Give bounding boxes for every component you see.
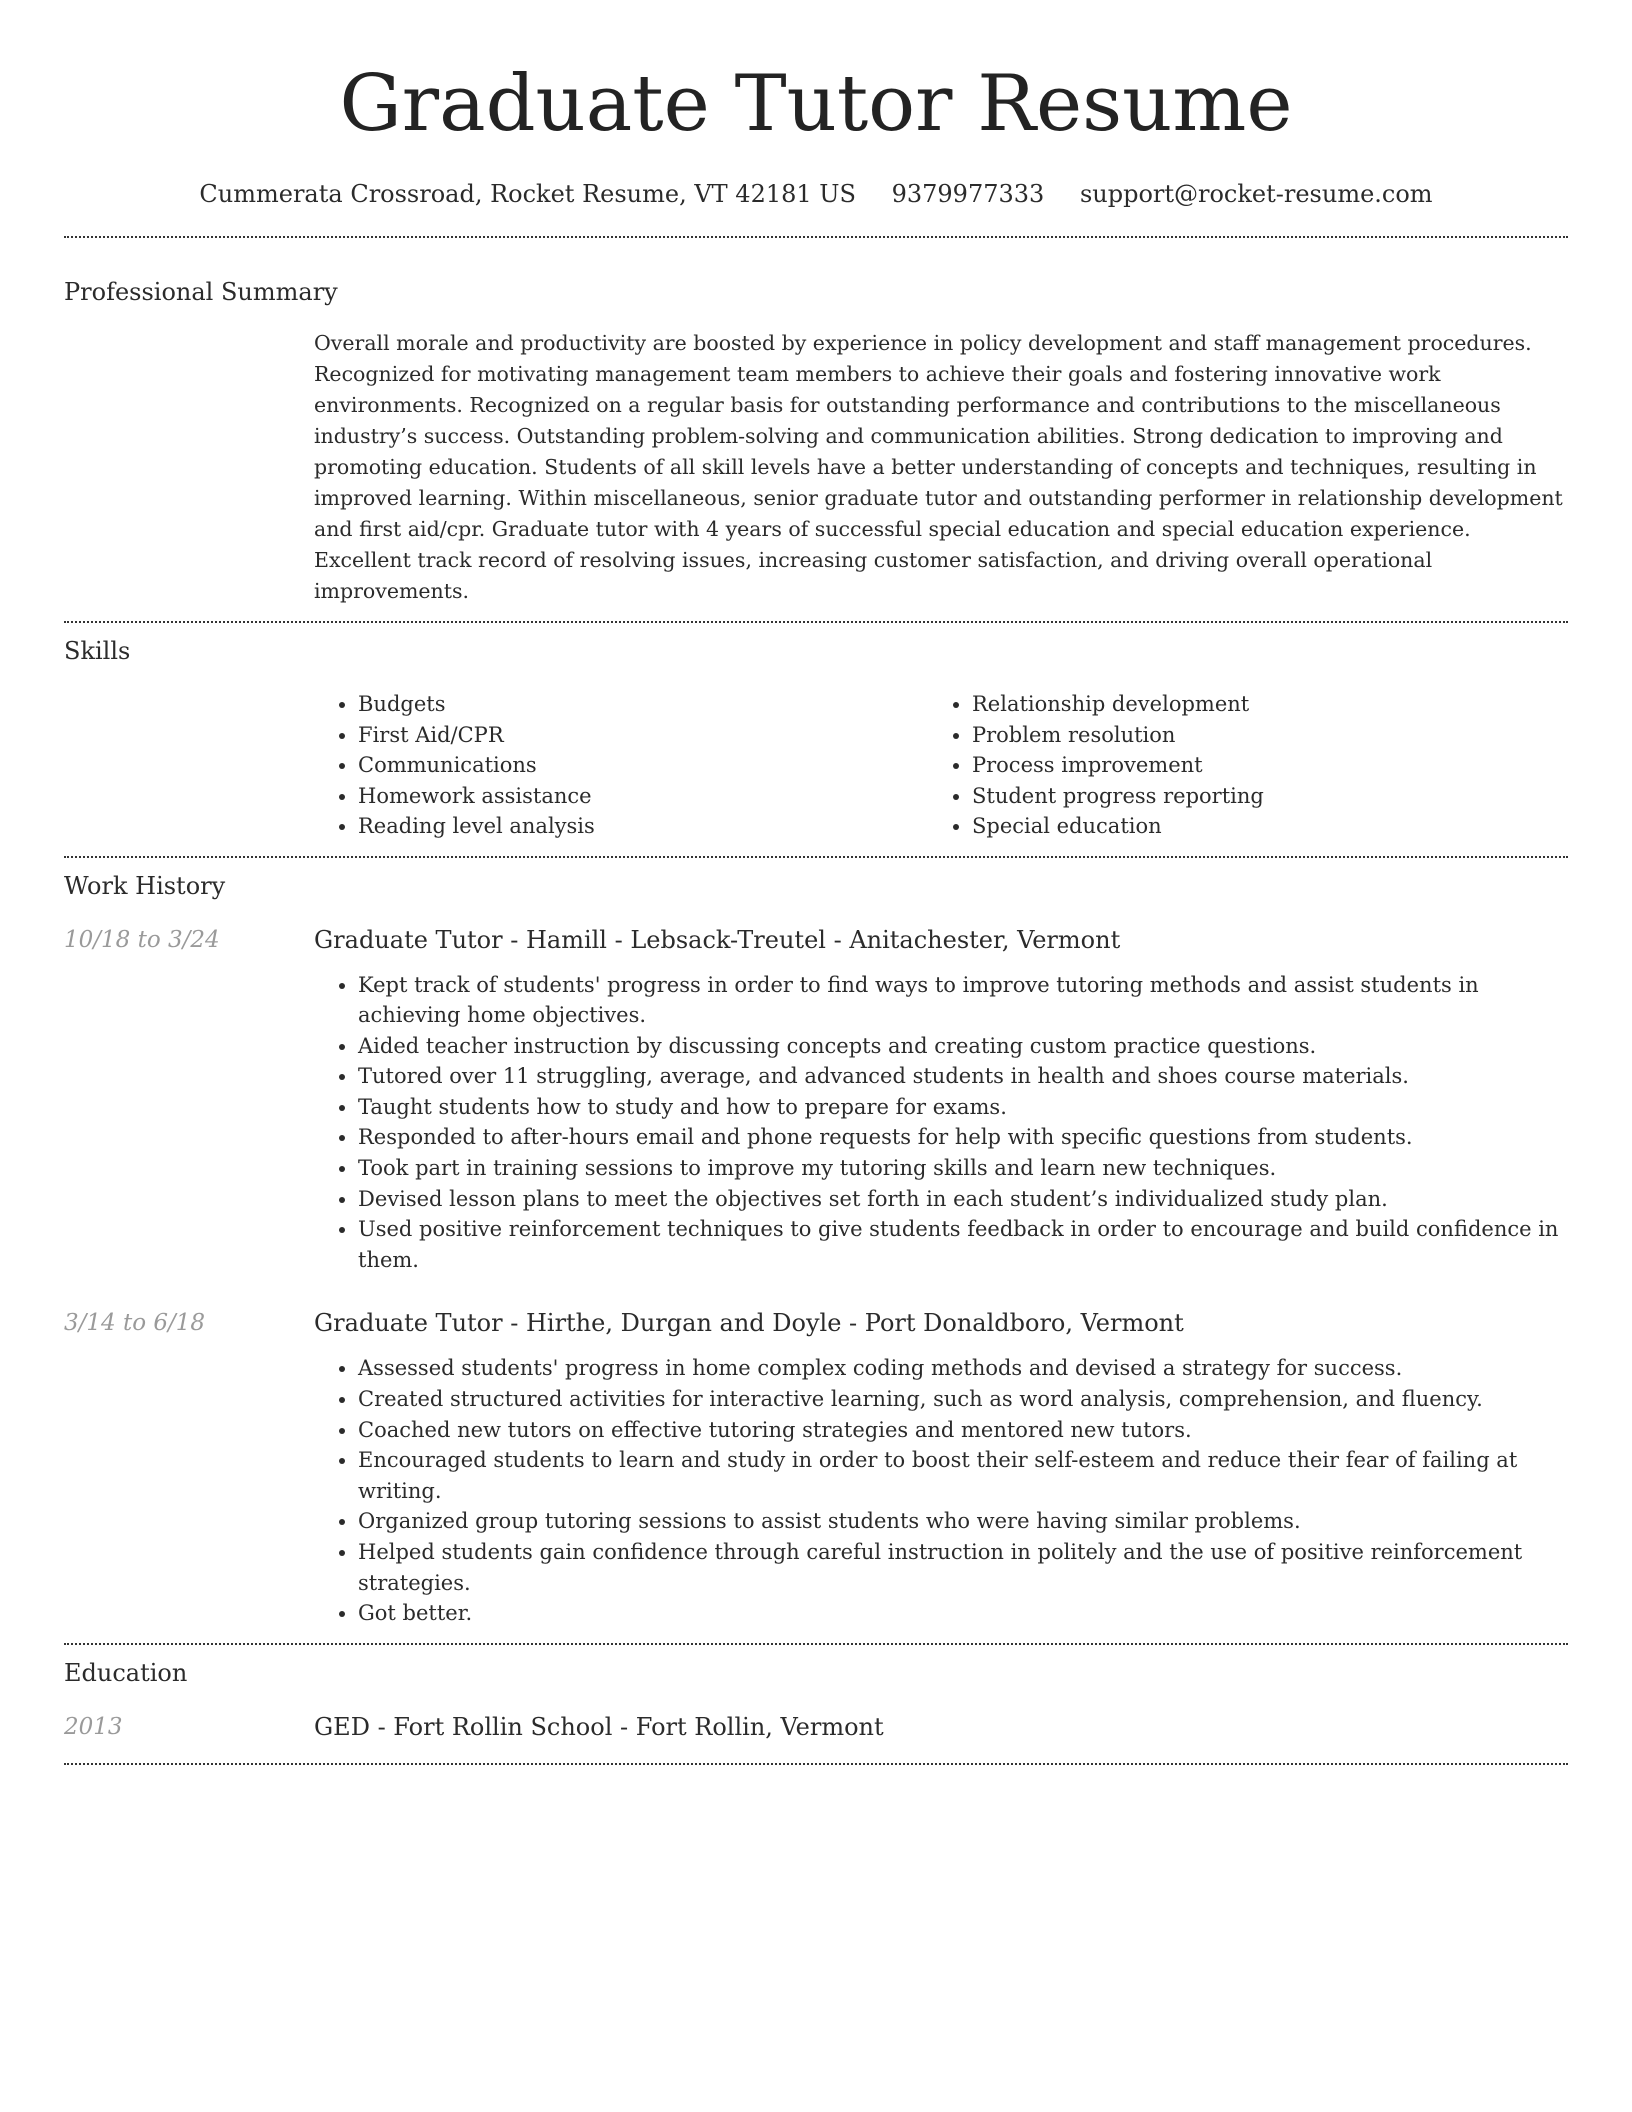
skill-item: • Process improvement [972,750,1542,781]
job-bullet: • Took part in training sessions to improve my tutoring skills and learn new techniques. [358,1153,1568,1184]
job-bullet: • Used positive reinforcement techniques to give students feedback in order to encourage and build confidence in them. [358,1214,1568,1275]
skill-item: • Special education [972,811,1542,842]
work-section [64,870,1568,1629]
divider [64,236,1568,238]
education-heading: Education [64,1658,188,1687]
skills-list-left [314,689,928,842]
job-bullet: • Organized group tutoring sessions to assist students who were having similar problems. [358,1506,1568,1537]
job-bullet: • Encouraged students to learn and study in order to boost their self-esteem and reduce their fear of failing at writing. [358,1445,1568,1506]
divider [64,1763,1568,1765]
contact-line [64,176,1568,212]
job-bullets [314,1353,1568,1628]
summary-section [64,276,1568,607]
skill-item: • Communications [358,750,928,781]
job-date: 3/14 to 6/18 [64,1310,206,1337]
divider [64,1643,1568,1645]
job-title: Graduate Tutor - Hamill - Lebsack-Treutel - Anitachester, Vermont [314,925,1121,954]
job-bullet: • Got better. [358,1598,1568,1629]
job-bullet: • Aided teacher instruction by discussing concepts and creating custom practice questions. [358,1031,1568,1062]
skills-list-right [928,689,1542,842]
job-bullet: • Created structured activities for interactive learning, such as word analysis, comprehension, and fluency. [358,1384,1568,1415]
skill-item: • Homework assistance [358,781,928,812]
skill-item: • Student progress reporting [972,781,1542,812]
skill-item: • First Aid/CPR [358,720,928,751]
summary-heading: Professional Summary [64,278,338,306]
contact-phone: 9379977333 [891,180,1045,208]
job-bullet: • Taught students how to study and how to prepare for exams. [358,1092,1568,1123]
job-title: Graduate Tutor - Hirthe, Durgan and Doyle - Port Donaldboro, Vermont [314,1309,1184,1338]
job-bullet: • Coached new tutors on effective tutoring strategies and mentored new tutors. [358,1415,1568,1446]
job-entry [64,924,1568,1276]
job-date: 10/18 to 3/24 [64,926,220,953]
skill-item: • Reading level analysis [358,811,928,842]
education-date: 2013 [64,1713,123,1740]
resume-title: Graduate Tutor Resume [339,59,1293,149]
divider [64,621,1568,623]
job-bullet: • Helped students gain confidence through careful instruction in politely and the use of positive reinforcement strategies. [358,1537,1568,1598]
job-bullet: • Responded to after-hours email and phone requests for help with specific questions from students. [358,1122,1568,1153]
education-title: GED - Fort Rollin School - Fort Rollin, Vermont [314,1712,884,1741]
skill-item: • Budgets [358,689,928,720]
job-bullet: • Devised lesson plans to meet the objectives set forth in each student’s individualized study plan. [358,1184,1568,1215]
job-bullet: • Assessed students' progress in home complex coding methods and devised a strategy for success. [358,1353,1568,1384]
job-entry [64,1307,1568,1628]
summary-text: Overall morale and productivity are boosted by experience in policy development and staff management procedures. Recognized for motivating management team members to achieve their goals and fostering innovative work environments. Recognized on a regular basis for outstanding performance and contributions to the miscellaneous industry’s success. Outstanding problem-solving and communication abilities. Strong dedication to improving and promoting education. Students of all skill levels have a better understanding of concepts and techniques, resulting in improved learning. Within miscellaneous, senior graduate tutor and outstanding performer in relationship development and first aid/cpr. Graduate tutor with 4 years of successful special education and special education experience. Excellent track record of resolving issues, increasing customer satisfaction, and driving overall operational improvements. [314,331,1563,603]
job-bullet: • Kept track of students' progress in order to find ways to improve tutoring methods and assist students in achieving home objectives. [358,970,1568,1031]
education-section [64,1657,1568,1743]
education-entry [64,1711,1568,1743]
job-bullets [314,970,1568,1276]
skills-heading: Skills [64,637,131,665]
skill-item: • Relationship development [972,689,1542,720]
skill-item: • Problem resolution [972,720,1542,751]
contact-address: Cummerata Crossroad, Rocket Resume, VT 42181 US [199,180,856,208]
contact-email: support@rocket-resume.com [1079,180,1433,208]
divider [64,856,1568,858]
job-bullet: • Tutored over 11 struggling, average, and advanced students in health and shoes course materials. [358,1061,1568,1092]
work-heading: Work History [64,871,226,900]
skills-section [64,635,1568,842]
